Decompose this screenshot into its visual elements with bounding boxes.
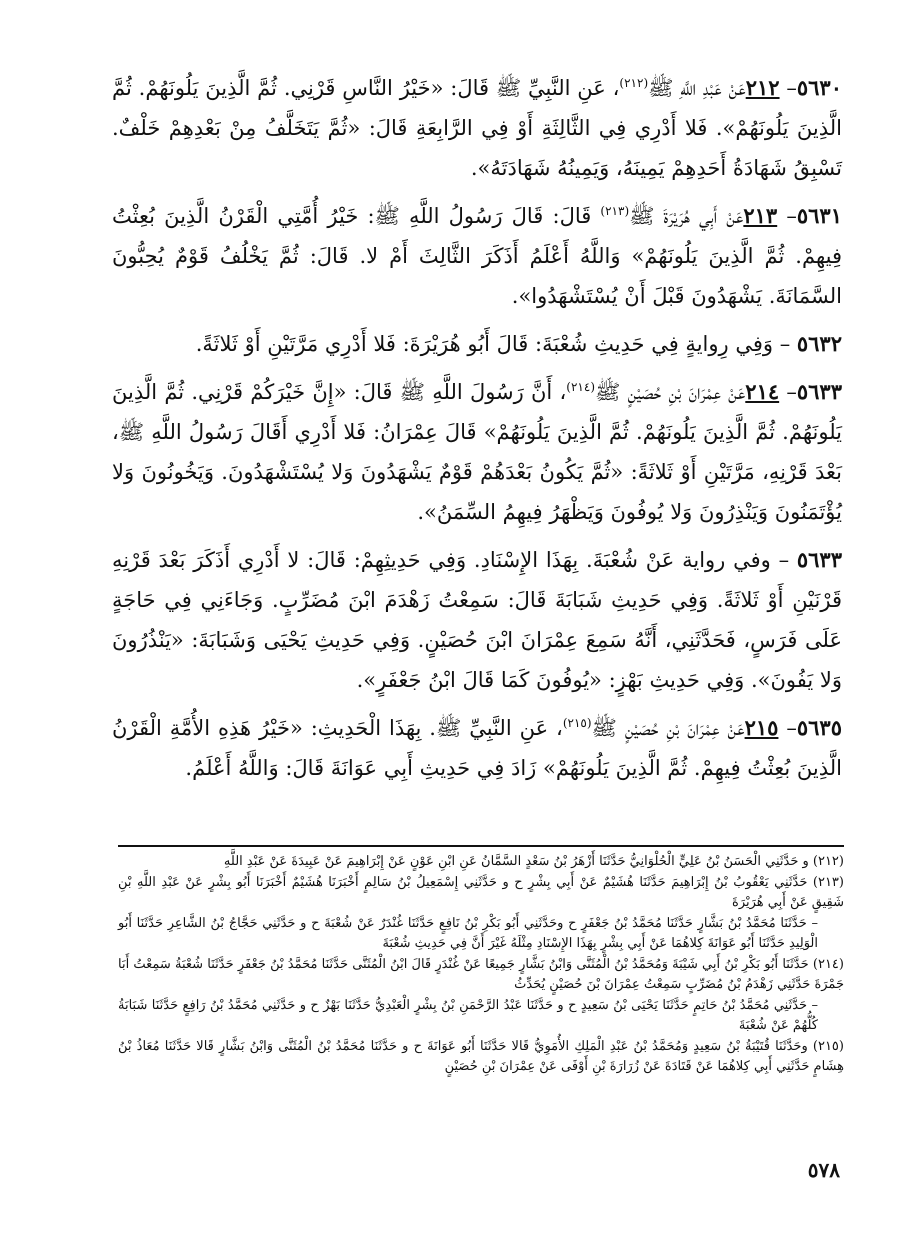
hadith-text: قَالَ: قَالَ رَسُولُ اللَّهِ ﷺ: خَيْرُ أُمَّتِي الْقَرْنُ الَّذِينَ بُعِثْتُ فِيهِمْ. ثُمَّ الَّذِينَ يَلُونَهُمْ» وَاللَّهُ أَعْلَمُ أَذَكَرَ الثَّالِثَ أَمْ لا. قَالَ: ثُمَّ يَخْلُفُ قَوْمٌ يُحِبُّونَ السَّمَانَةَ. يَشْهَدُونَ قَبْلَ أَنْ يُسْتَشْهَدُوا».: [112, 204, 842, 308]
footnote: (٢١٢) و حَدَّثَنِي الْحَسَنُ بْنُ عَلِيٍّ الْحُلْوَانِيُّ حَدَّثَنَا أَزْهَرُ بْنُ سَعْدٍ السَّمَّانُ عَنِ ابْنِ عَوْنٍ عَنْ إِبْرَاهِيمَ عَنْ عَبِيدَةَ عَنْ عَبْدِ اللَّهِ: [223, 854, 844, 869]
hadith-text: ، عَنِ النَّبِيِّ ﷺ قَالَ: «خَيْرُ النَّاسِ قَرْنِي. ثُمَّ الَّذِينَ يَلُونَهُمْ. ثُمَّ الَّذِينَ يَلُونَهُمْ». فَلا أَدْرِي فِي الثَّالِثَةِ أَوْ فِي الرَّابِعَةِ قَالَ: «ثُمَّ يَتَخَلَّفُ مِنْ بَعْدِهِمْ خَلْفٌ. تَسْبِقُ شَهَادَةُ أَحَدِهِمْ يَمِينَهُ، وَيَمِينُهُ شَهَادَتَهُ».: [112, 76, 842, 180]
footnote: (٢١٥) وحَدَّثَنَا قُتَيْبَةُ بْنُ سَعِيدٍ وَمُحَمَّدُ بْنُ عَبْدِ الْمَلِكِ الأُمَوِيُّ قَالا حَدَّثَنَا أَبُو عَوَانَةَ ح و حَدَّثَنَا مُحَمَّدُ بْنُ الْمُثَنَّى وَابْنُ بَشَّارٍ قَالا حَدَّثَنَا مُعَاذُ بْنُ هِشَامٍ حَدَّثَنِي أَبِي كِلاهُمَا عَنْ قَتَادَةَ عَنْ زُرَارَةَ بْنِ أَوْفَى عَنْ عِمْرَانَ بْنِ حُصَيْنٍ: [118, 1039, 844, 1074]
hadith-paragraph: ٥٦٣١– ٢١٣عَنْ أَبِي هُرَيْرَةَ ﷺ$^{(٢١٣)}$ قَالَ: قَالَ رَسُولُ اللَّهِ ﷺ: خَيْرُ أُمَّتِي الْقَرْنُ الَّذِينَ بُعِثْتُ فِيهِمْ. ثُمَّ الَّذِينَ يَلُونَهُمْ» وَاللَّهُ أَعْلَمُ أَذَكَرَ الثَّالِثَ أَمْ لا. قَالَ: ثُمَّ يَخْلُفُ قَوْمٌ يُحِبُّونَ السَّمَانَةَ. يَشْهَدُونَ قَبْلَ أَنْ يُسْتَشْهَدُوا».: [112, 203, 842, 308]
footnote-marker: (٢١٤): [566, 380, 595, 394]
hadith-number: ٥٦٣٢: [796, 331, 842, 356]
footnote-marker: (٢١٢): [619, 76, 649, 90]
hadith-paragraph: ٥٦٣٣ – وفي رواية عَنْ شُعْبَةَ. بِهَذَا الإِسْنَادِ. وَفِي حَدِيثِهِمْ: قَالَ: لا أَدْرِي أَذَكَرَ بَعْدَ قَرْنِهِ قَرْنَيْنِ أَوْ ثَلاثَةً. وَفِي حَدِيثِ شَبَابَةَ قَالَ: سَمِعْتُ زَهْدَمَ ابْنَ مُضَرِّبٍ. وَجَاءَنِي فِي حَاجَةٍ عَلَى فَرَسٍ، فَحَدَّثَنِي، أَنَّهُ سَمِعَ عِمْرَانَ ابْنَ حُصَيْنٍ. وَفِي حَدِيثِ يَحْيَى وَشَبَابَةَ: «يَنْذُرُونَ وَلا يَفُونَ». وَفِي حَدِيثِ بَهْزٍ: «يُوفُونَ كَمَا قَالَ ابْنُ جَعْفَرٍ».: [112, 547, 842, 692]
hadith-number: ٥٦٣٣: [796, 379, 842, 404]
hadith-paragraph: ٥٦٣٣– ٢١٤عَنْ عِمْرَانَ بْنِ حُصَيْنٍ ﷺ$^{(٢١٤)}$، أَنَّ رَسُولَ اللَّهِ ﷺ قَالَ: «إِنَّ خَيْرَكُمْ قَرْنِي. ثُمَّ الَّذِينَ يَلُونَهُمْ. ثُمَّ الَّذِينَ يَلُونَهُمْ. ثُمَّ الَّذِينَ يَلُونَهُمْ» قَالَ عِمْرَانُ: فَلا أَدْرِي أَقَالَ رَسُولُ اللَّهِ ﷺ، بَعْدَ قَرْنِهِ، مَرَّتَيْنِ أَوْ ثَلاثَةً: «ثُمَّ يَكُونُ بَعْدَهُمْ قَوْمٌ يَشْهَدُونَ وَلا يُسْتَشْهَدُونَ. وَيَخُونُونَ وَلا يُؤْتَمَنُونَ وَيَنْذِرُونَ وَلا يُوفُونَ وَيَظْهَرُ فِيهِمُ السِّمَنُ».: [112, 379, 842, 524]
hadith-number: ٥٦٣٠: [796, 75, 842, 100]
chain-reference: ٢١٥: [744, 715, 779, 740]
page-number: ٥٧٨: [807, 1158, 840, 1182]
hadith-paragraph: ٥٦٣٢ – وَفِي رِوايةٍ فِي حَدِيثِ شُعْبَةَ: قَالَ أَبُو هُرَيْرَةَ: فَلا أَدْرِي مَرَّتَيْنِ أَوْ ثَلاثَةً.: [195, 331, 842, 356]
footnotes: [118, 852, 844, 1078]
chain-reference: ٢١٣: [743, 203, 778, 228]
hadith-narrator: عَنْ عَبْدِ اللَّهِ ﷺ: [648, 76, 746, 100]
footnote: (٢١٣) حَدَّثَنِي يَعْقُوبُ بْنُ إِبْرَاهِيمَ حَدَّثَنَا هُشَيْمٌ عَنْ أَبِي بِشْرٍ ح و حَدَّثَنِي إِسْمَعِيلُ بْنُ سَالِمٍ أَخْبَرَنَا هُشَيْمٌ أَخْبَرَنَا أَبُو بِشْرٍ عَنْ عَبْدِ اللَّهِ بْنِ شَقِيقٍ عَنْ أَبِي هُرَيْرَةَ: [118, 875, 844, 910]
hadith-text: وفي رواية عَنْ شُعْبَةَ. بِهَذَا الإِسْنَادِ. وَفِي حَدِيثِهِمْ: قَالَ: لا أَدْرِي أَذَكَرَ بَعْدَ قَرْنِهِ قَرْنَيْنِ أَوْ ثَلاثَةً. وَفِي حَدِيثِ شَبَابَةَ قَالَ: سَمِعْتُ زَهْدَمَ ابْنَ مُضَرِّبٍ. وَجَاءَنِي فِي حَاجَةٍ عَلَى فَرَسٍ، فَحَدَّثَنِي، أَنَّهُ سَمِعَ عِمْرَانَ ابْنَ حُصَيْنٍ. وَفِي حَدِيثِ يَحْيَى وَشَبَابَةَ: «يَنْذُرُونَ وَلا يَفُونَ». وَفِي حَدِيثِ بَهْزٍ: «يُوفُونَ كَمَا قَالَ ابْنُ جَعْفَرٍ».: [112, 548, 842, 692]
footnote-marker: (٢١٥): [562, 716, 592, 730]
hadith-text: وَفِي رِوايةٍ فِي حَدِيثِ شُعْبَةَ: قَالَ أَبُو هُرَيْرَةَ: فَلا أَدْرِي مَرَّتَيْنِ أَوْ ثَلاثَةً.: [195, 332, 774, 356]
footnote: (٢١٤) حَدَّثَنَا أَبُو بَكْرِ بْنُ أَبِي شَيْبَةَ وَمُحَمَّدُ بْنُ الْمُثَنَّى وَابْنُ بَشَّارٍ جَمِيعًا عَنْ غُنْدَرٍ قَالَ ابْنُ الْمُثَنَّى حَدَّثَنَا مُحَمَّدُ بْنُ جَعْفَرٍ حَدَّثَنَا شُعْبَةُ سَمِعْتُ أَبَا جَمْرَةَ حَدَّثَنِي زَهْدَمُ بْنُ مُضَرِّبٍ سَمِعْتُ عِمْرَانَ بْنَ حُصَيْنٍ يُحَدِّثُ: [118, 957, 844, 992]
hadith-paragraph: ٥٦٣٠– ٢١٢عَنْ عَبْدِ اللَّهِ ﷺ$^{(٢١٢)}$، عَنِ النَّبِيِّ ﷺ قَالَ: «خَيْرُ النَّاسِ قَرْنِي. ثُمَّ الَّذِينَ يَلُونَهُمْ. ثُمَّ الَّذِينَ يَلُونَهُمْ». فَلا أَدْرِي فِي الثَّالِثَةِ أَوْ فِي الرَّابِعَةِ قَالَ: «ثُمَّ يَتَخَلَّفُ مِنْ بَعْدِهِمْ خَلْفٌ. تَسْبِقُ شَهَادَةُ أَحَدِهِمْ يَمِينَهُ، وَيَمِينُهُ شَهَادَتَهُ».: [112, 75, 842, 180]
hadith-body: [112, 68, 842, 796]
footnote-continuation: – حَدَّثَنَا مُحَمَّدُ بْنُ بَشَّارٍ حَدَّثَنَا مُحَمَّدُ بْنُ جَعْفَرٍ ح وحَدَّثَنِي أَبُو بَكْرِ بْنُ نَافِعٍ حَدَّثَنَا غُنْدَرٌ عَنْ شُعْبَةَ ح و حَدَّثَنِي حَجَّاجُ بْنُ الشَّاعِرِ حَدَّثَنَا أَبُو الْوَلِيدِ حَدَّثَنَا أَبُو عَوَانَةَ كِلاهُمَا عَنْ أَبِي بِشْرٍ بِهَذَا الإِسْنَادِ مِثْلَهُ غَيْرَ أَنَّ فِي حَدِيثِ شُعْبَةَ: [118, 916, 818, 951]
hadith-number: ٥٦٣١: [796, 203, 842, 228]
footnote-marker: (٢١٣): [600, 204, 630, 218]
chain-reference: ٢١٢: [745, 75, 780, 100]
hadith-narrator: عَنْ عِمْرَانَ بْنِ حُصَيْنٍ ﷺ: [591, 716, 745, 740]
hadith-text: ، عَنِ النَّبِيِّ ﷺ. بِهَذَا الْحَدِيثِ: «خَيْرُ هَذِهِ الأُمَّةِ الْقَرْنُ الَّذِينَ بُعِثْتُ فِيهِمْ. ثُمَّ الَّذِينَ يَلُونَهُمْ» زَادَ فِي حَدِيثِ أَبِي عَوَانَةَ قَالَ: وَاللَّهُ أَعْلَمُ.: [112, 716, 842, 780]
hadith-number: ٥٦٣٥: [796, 715, 842, 740]
footnote-divider: [118, 845, 844, 847]
hadith-number: ٥٦٣٣: [796, 547, 842, 572]
footnote-continuation: – حَدَّثَنِي مُحَمَّدُ بْنُ حَاتِمٍ حَدَّثَنَا يَحْيَى بْنُ سَعِيدٍ ح و حَدَّثَنَا عَبْدُ الرَّحْمَنِ بْنُ بِشْرٍ الْعَبْدِيُّ حَدَّثَنَا بَهْزٌ ح و حَدَّثَنِي مُحَمَّدُ بْنُ رَافِعٍ حَدَّثَنَا شَبَابَةُ كُلُّهُمْ عَنْ شُعْبَةَ: [118, 998, 818, 1033]
hadith-text: ، أَنَّ رَسُولَ اللَّهِ ﷺ قَالَ: «إِنَّ خَيْرَكُمْ قَرْنِي. ثُمَّ الَّذِينَ يَلُونَهُمْ. ثُمَّ الَّذِينَ يَلُونَهُمْ. ثُمَّ الَّذِينَ يَلُونَهُمْ» قَالَ عِمْرَانُ: فَلا أَدْرِي أَقَالَ رَسُولُ اللَّهِ ﷺ، بَعْدَ قَرْنِهِ، مَرَّتَيْنِ أَوْ ثَلاثَةً: «ثُمَّ يَكُونُ بَعْدَهُمْ قَوْمٌ يَشْهَدُونَ وَلا يُسْتَشْهَدُونَ. وَيَخُونُونَ وَلا يُؤْتَمَنُونَ وَيَنْذِرُونَ وَلا يُوفُونَ وَيَظْهَرُ فِيهِمُ السِّمَنُ».: [112, 380, 842, 524]
hadith-paragraph: ٥٦٣٥– ٢١٥عَنْ عِمْرَانَ بْنِ حُصَيْنٍ ﷺ$^{(٢١٥)}$، عَنِ النَّبِيِّ ﷺ. بِهَذَا الْحَدِيثِ: «خَيْرُ هَذِهِ الأُمَّةِ الْقَرْنُ الَّذِينَ بُعِثْتُ فِيهِمْ. ثُمَّ الَّذِينَ يَلُونَهُمْ» زَادَ فِي حَدِيثِ أَبِي عَوَانَةَ قَالَ: وَاللَّهُ أَعْلَمُ.: [112, 715, 842, 780]
hadith-narrator: عَنْ عِمْرَانَ بْنِ حُصَيْنٍ ﷺ: [595, 380, 746, 404]
hadith-narrator: عَنْ أَبِي هُرَيْرَةَ ﷺ: [629, 204, 744, 228]
chain-reference: ٢١٤: [745, 379, 780, 404]
